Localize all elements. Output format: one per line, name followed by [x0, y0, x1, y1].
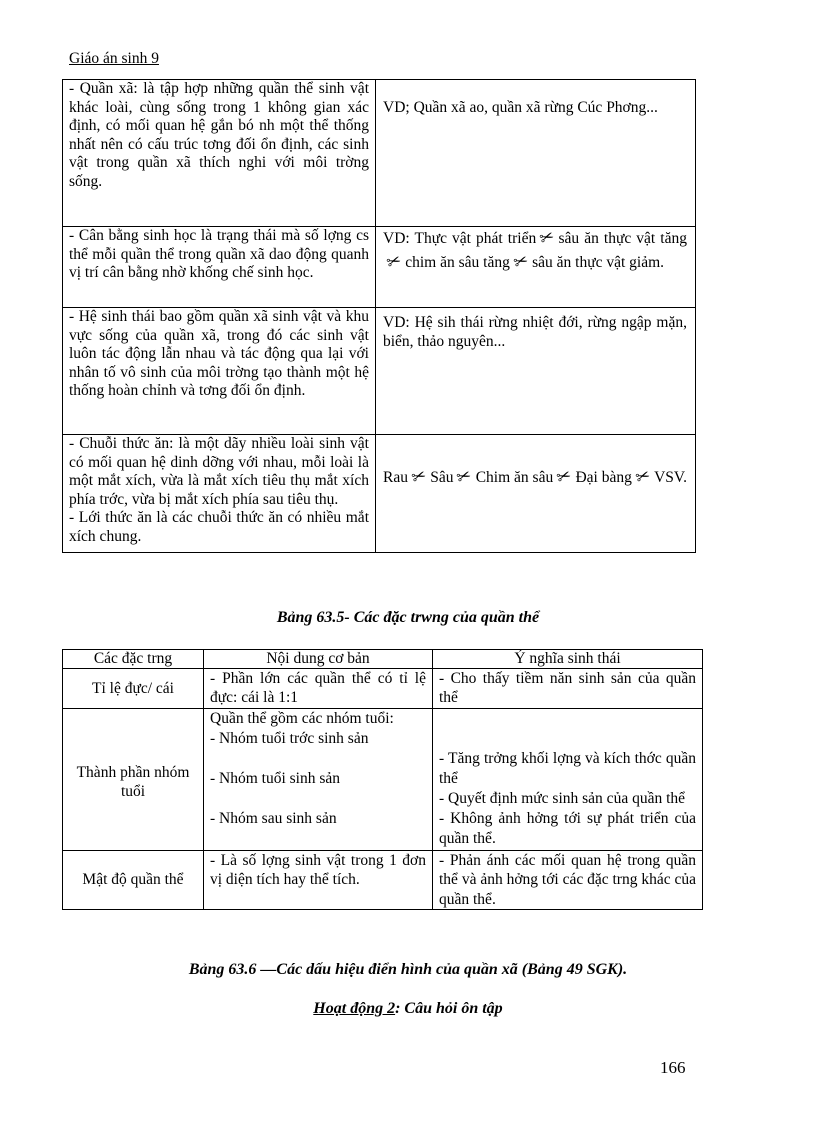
table-row	[63, 435, 696, 553]
table-cell	[376, 80, 696, 227]
column-header: Nội dung cơ bản	[204, 650, 433, 669]
arrow-icon: ✂	[537, 226, 558, 249]
table-row	[63, 227, 696, 308]
trait-name: Mật độ quần thể	[63, 850, 204, 909]
definition-text: - Hệ sinh thái bao gồm quần xã sinh vật và khu vực sống của quần xã, trong đó các sinh vật luôn tác động lẫn nhau và tác động qua lại với nhân tố vô sinh của môi trờng tạo thành một hệ thống hoàn chỉnh và tơng đối ổn định.	[69, 308, 369, 400]
population-traits-table	[62, 649, 703, 910]
table-cell	[376, 227, 696, 308]
example-text: VD; Quần xã ao, quần xã rừng Cúc Phơng...	[383, 99, 658, 116]
example-text: VD: Thực vật phát triển✂sâu ăn thực vật tăng✂chim ăn sâu tăng✂sâu ăn thực vật giảm.	[383, 226, 687, 273]
trait-content: - Là số lợng sinh vật trong 1 đơn vị diện tích hay thể tích.	[204, 850, 433, 909]
table-row	[63, 708, 703, 850]
trait-name: Thành phần nhóm tuổi	[63, 708, 204, 850]
activity-heading: Hoạt động 2: Câu hỏi ôn tập	[313, 1000, 503, 1017]
table-cell	[376, 308, 696, 435]
trait-content: Quần thể gồm các nhóm tuổi: - Nhóm tuổi trớc sinh sản - Nhóm tuổi sinh sản - Nhóm sau sinh sản	[204, 708, 433, 850]
definition-text: - Quần xã: là tập hợp những quần thể sinh vật khác loài, cùng sống trong 1 không gian xác định, có mối quan hệ gắn bó nh một thể thống nhất nên có cấu trúc tơng đối ổn định, các sinh vật trong quần xã thích nghi với môi trờng sống.	[69, 80, 369, 190]
table-row	[63, 308, 696, 435]
table-cell	[63, 435, 376, 553]
arrow-icon: ✂	[408, 465, 429, 488]
table-cell	[63, 80, 376, 227]
document-header: Giáo án sinh 9	[69, 50, 159, 67]
arrow-icon: ✂	[454, 465, 475, 488]
table-row	[63, 850, 703, 909]
table-cell	[63, 227, 376, 308]
column-header: Các đặc trng	[63, 650, 204, 669]
example-text: VD: Hệ sih thái rừng nhiệt đới, rừng ngập mặn, biển, thảo nguyên...	[383, 314, 687, 350]
arrow-icon: ✂	[554, 465, 575, 488]
trait-content: - Phần lớn các quần thể có tỉ lệ đực: cái là 1:1	[204, 669, 433, 709]
page-number: 166	[660, 1058, 686, 1077]
table-row	[63, 669, 703, 709]
trait-name: Tỉ lệ đực/ cái	[63, 669, 204, 709]
arrow-icon: ✂	[510, 250, 531, 273]
table-cell	[63, 308, 376, 435]
definition-text: - Chuỗi thức ăn: là một dãy nhiều loài sinh vật có mối quan hệ dinh dỡng với nhau, mỗi loài là một mắt xích, vừa là mắt xích tiêu thụ mắt xích phía trớc, vừa bị mắt xích phía sau tiêu thụ.	[69, 435, 369, 508]
arrow-icon: ✂	[632, 465, 653, 488]
column-header: Ý nghĩa sinh thái	[433, 650, 703, 669]
trait-meaning: - Cho thấy tiềm năn sinh sản của quần thể	[433, 669, 703, 709]
table-row	[63, 80, 696, 227]
summary-table	[62, 79, 696, 553]
table-caption: Bảng 63.5- Các đặc trwng của quần thể	[276, 609, 540, 626]
table-caption: Bảng 63.6 —Các dấu hiệu điển hình của quần xã (Bảng 49 SGK).	[188, 961, 628, 978]
table-cell	[376, 435, 696, 553]
definition-text: - Lới thức ăn là các chuỗi thức ăn có nhiều mắt xích chung.	[69, 509, 369, 545]
arrow-icon: ✂	[384, 250, 404, 273]
food-chain-example: Rau✂Sâu✂Chim ăn sâu✂Đại bàng✂VSV.	[383, 465, 687, 488]
trait-meaning: - Tăng trởng khối lợng và kích thớc quần thể - Quyết định mức sinh sản của quần thể - Không ảnh hởng tới sự phát triển của quần thể.	[433, 708, 703, 850]
definition-text: - Cân bằng sinh học là trạng thái mà số lợng cs thể mỗi quần thể trong quần xã dao động quanh vị trí cân bằng nhờ khống chế sinh học.	[69, 227, 369, 282]
trait-meaning: - Phản ánh các mối quan hệ trong quần thể và ảnh hởng tới các đặc trng khác của quần thể.	[433, 850, 703, 909]
table-header-row	[63, 650, 703, 669]
